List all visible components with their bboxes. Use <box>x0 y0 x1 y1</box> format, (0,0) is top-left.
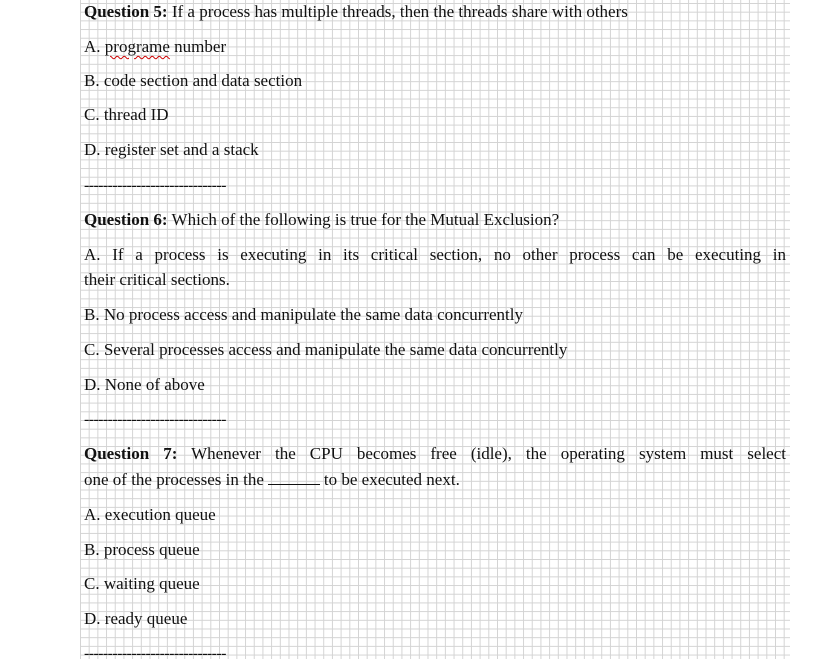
question-6-text: Which of the following is true for the Mutual Exclusion? <box>171 210 560 229</box>
question-5-option-a: A. programe number <box>84 37 227 56</box>
separator-line: ------------------------------ <box>84 411 226 428</box>
fill-in-blank <box>268 470 320 485</box>
question-6-title <box>84 210 559 230</box>
question-5-option-d: D. register set and a stack <box>84 140 259 159</box>
question-5-text: If a process has multiple threads, then the threads share with others <box>171 2 628 21</box>
question-7-text-line1: Whenever the CPU becomes free (idle), the operating system must select <box>191 444 786 463</box>
question-7-label: Question 7: <box>84 444 178 463</box>
question-5-label: Question 5: <box>84 2 168 21</box>
question-6-option-a-line2: their critical sections. <box>84 270 230 289</box>
separator-line: ------------------------------ <box>84 177 226 194</box>
question-6-option-d: D. None of above <box>84 375 205 394</box>
question-6-option-c: C. Several processes access and manipulate the same data concurrently <box>84 340 568 359</box>
misspelled-word: programe <box>104 37 170 56</box>
question-5-option-c: C. thread ID <box>84 105 169 124</box>
question-5-title <box>84 2 628 22</box>
question-7-option-d: D. ready queue <box>84 609 188 628</box>
question-7-option-b: B. process queue <box>84 540 200 559</box>
grid-background <box>80 0 790 659</box>
question-7-title-line1 <box>84 444 786 464</box>
question-7-option-c: C. waiting queue <box>84 574 200 593</box>
question-5-option-b: B. code section and data section <box>84 71 303 90</box>
separator-line: ------------------------------ <box>84 645 226 662</box>
question-6-option-a-line1: A. If a process is executing in its critical section, no other process can be executing in <box>84 245 786 264</box>
question-6-label: Question 6: <box>84 210 168 229</box>
question-7-title-line2: one of the processes in the to be executed next. <box>84 470 460 489</box>
question-6-option-b: B. No process access and manipulate the same data concurrently <box>84 305 524 324</box>
question-7-option-a: A. execution queue <box>84 505 216 524</box>
